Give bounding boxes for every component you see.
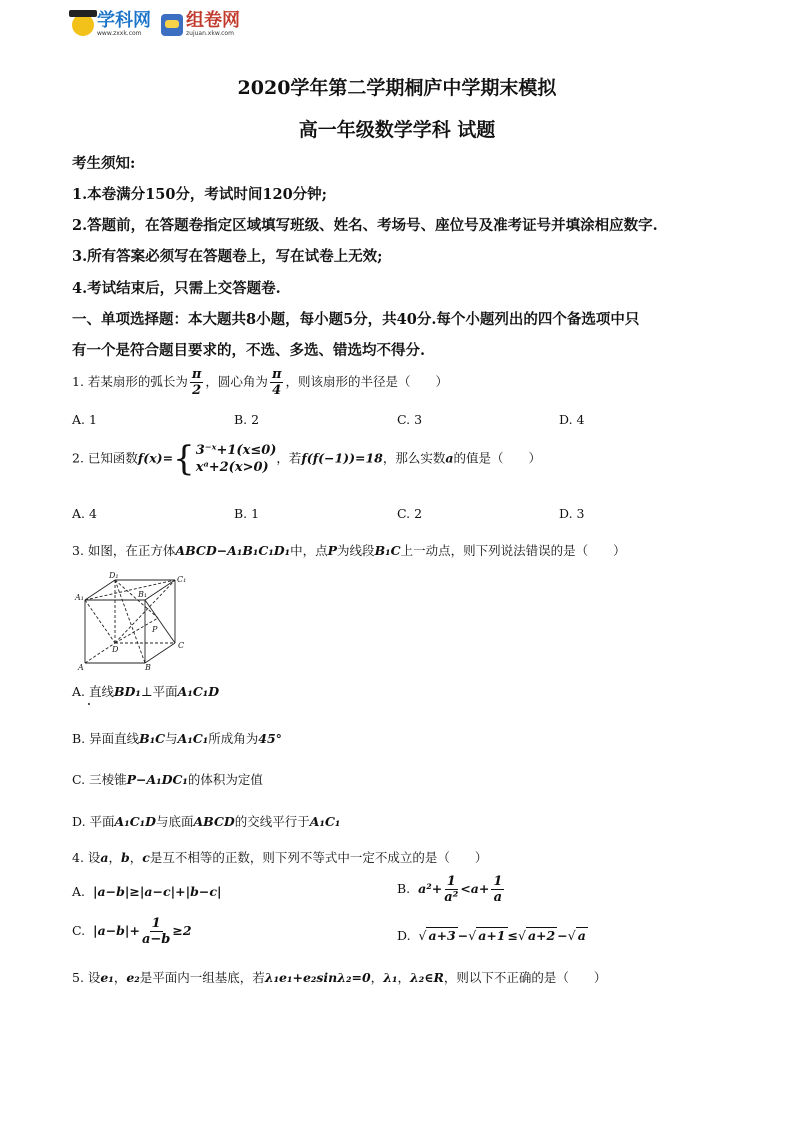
- stray-dot: [88, 703, 90, 705]
- q2-option-c: C. 2: [397, 506, 423, 521]
- q2-option-a: A. 4: [72, 506, 97, 521]
- q1-option-c: C. 3: [397, 412, 423, 427]
- question-1: 1. 若某扇形的弧长为 $\frac{\pi}{2}$ ，圆心角为 $\frac{\pi}{4}$ ，则该扇形的半径是（ ）: [72, 367, 448, 398]
- q4-option-b: B. a²+ $\frac{1}{\text{a²}}$ <a+ $\frac{1}{a}$: [397, 874, 503, 905]
- q3-option-c: C. 三棱锥P−A₁DC₁的体积为定值: [72, 772, 263, 787]
- logo2-url: zujuan.xkw.com: [186, 30, 234, 37]
- logo2-text: 组卷网: [186, 10, 240, 31]
- q3-option-b: B. 异面直线B₁C与A₁C₁所成角为45°: [72, 731, 282, 746]
- diag-a1c1: [85, 580, 175, 600]
- edge-ad: [85, 643, 115, 663]
- robot-icon: [161, 14, 183, 36]
- question-3: 3. 如图，在正方体ABCD−A₁B₁C₁D₁中，点P为线段B₁C上一动点，则下列说法错误的是（ ）: [72, 543, 626, 558]
- section-instructions-2: 有一个是符合题目要求的，不选、多选、错选均不得分.: [72, 342, 426, 359]
- notice-item-4: 4.考试结束后，只需上交答题卷.: [72, 280, 281, 297]
- q3-option-a: A. 直线BD₁⊥平面A₁C₁D: [72, 684, 220, 699]
- q4-option-a: A. |a−b|≥|a−c|+|b−c|: [72, 884, 222, 899]
- label-a: A: [78, 663, 84, 672]
- label-c1: C₁: [177, 575, 187, 584]
- notice-item-3: 3.所有答案必须写在答题卷上，写在试卷上无效;: [72, 248, 383, 265]
- cube-figure: [72, 570, 194, 672]
- label-c: C: [178, 641, 185, 650]
- label-d: D: [112, 645, 119, 654]
- label-b1: B₁: [138, 590, 148, 599]
- q1-option-d: D. 4: [559, 412, 585, 427]
- question-4: 4. 设a，b，c是互不相等的正数，则下列不等式中一定不成立的是（ ）: [72, 850, 488, 865]
- zujuan-logo: [161, 12, 240, 37]
- section-instructions-1: 一、单项选择题：本大题共8小题，每小题5分，共40分.每个小题列出的四个备选项中只: [72, 311, 640, 328]
- label-d1: D₁: [109, 571, 119, 580]
- notice-heading: 考生须知:: [72, 155, 136, 172]
- label-b: B: [145, 663, 151, 672]
- zxxk-logo: [72, 12, 151, 37]
- label-a1: A₁: [75, 593, 84, 602]
- piecewise-cases: 3⁻ˣ+1(x≤0) xᵃ+2(x>0): [195, 443, 277, 475]
- logo1-text: 学科网: [97, 10, 151, 31]
- question-5: 5. 设e₁，e₂是平面内一组基底，若λ₁e₁+e₂sinλ₂=0，λ₁，λ₂∈R，则以下不正确的是（ ）: [72, 970, 607, 985]
- fraction: $\frac{\pi}{2}$: [191, 367, 202, 398]
- q2-option-b: B. 1: [234, 506, 260, 521]
- diag-a1d: [85, 600, 115, 643]
- q3-option-d: D. 平面A₁C₁D与底面ABCD的交线平行于A₁C₁: [72, 814, 341, 829]
- exam-subtitle: 高一年级数学学科 试题: [298, 119, 496, 141]
- q1-option-a: A. 1: [72, 412, 97, 427]
- q1-option-b: B. 2: [234, 412, 260, 427]
- question-2: 2. 已知函数f(x)={ 3⁻ˣ+1(x≤0) xᵃ+2(x>0) ，若f(f(−1))=18，那么实数a的值是（ ）: [72, 439, 542, 479]
- notice-item-2: 2.答题前，在答题卷指定区域填写班级、姓名、考场号、座位号及准考证号并填涂相应数字.: [72, 217, 658, 234]
- fraction: $\frac{\pi}{4}$: [271, 367, 282, 398]
- edge-bc: [145, 643, 175, 663]
- q4-option-c: C. |a−b|+ $\frac{1}{a-b}$ ≥2: [72, 916, 192, 947]
- notice-item-1: 1.本卷满分150分，考试时间120分钟;: [72, 186, 328, 203]
- label-p: P: [152, 625, 158, 634]
- q4-option-d: D. √ a+3 −√ a+1 ≤√ a+2 −√ a: [397, 928, 586, 943]
- logo1-url: www.zxxk.com: [97, 30, 142, 37]
- diag-b1c: [145, 600, 175, 643]
- exam-title: 2020学年第二学期桐庐中学期末模拟: [237, 77, 557, 99]
- q2-option-d: D. 3: [559, 506, 585, 521]
- graduate-icon: [72, 14, 94, 36]
- header-logos: [72, 12, 240, 37]
